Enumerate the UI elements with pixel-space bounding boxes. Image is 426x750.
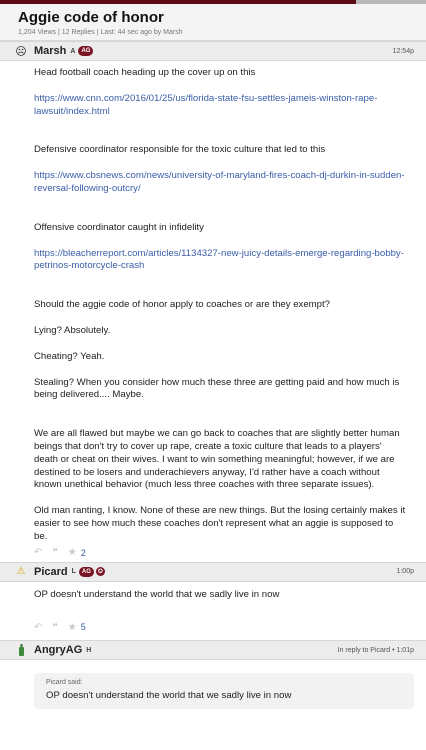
username[interactable]: Marsh xyxy=(34,45,67,57)
rank-badge: H xyxy=(86,646,92,654)
top-bar-tab xyxy=(356,0,426,4)
username[interactable]: Picard xyxy=(34,565,68,578)
quote-source: Picard said: xyxy=(46,679,83,687)
post-link[interactable]: https://www.cbsnews.com/news/university-of-maryland-fires-coach-dj-durkin-in-sudden-reversal-following-outcry/ xyxy=(34,170,405,194)
rank-badge: L xyxy=(71,568,76,576)
star-icon[interactable]: ★ xyxy=(67,621,77,633)
post-body xyxy=(0,582,426,602)
post-text: Stealing? When you consider how much these three are getting paid and how much is being delivered.... Maybe. xyxy=(34,376,400,401)
like-count[interactable]: 2 xyxy=(80,547,86,558)
quote-text: OP doesn't understand the world that we sadly live in now xyxy=(46,690,292,702)
post-time[interactable]: In reply to Picard • 1:01p xyxy=(337,646,414,654)
post-actions xyxy=(0,618,426,636)
post-header xyxy=(0,41,426,61)
ag-badge: AG xyxy=(79,567,94,577)
post-text: Old man ranting, I know. None of these are new things. But the losing certainly makes it easier to see how much these coaches don't represent what an aggie is supposed to be. xyxy=(34,505,406,542)
reply-icon[interactable]: ↶ xyxy=(34,621,43,633)
post-text: Offensive coordinator caught in infidelity xyxy=(34,221,204,233)
post-time: 12:54p xyxy=(392,47,414,55)
post-header xyxy=(0,640,426,660)
thread-title: Aggie code of honor xyxy=(18,9,164,26)
bottle-icon[interactable] xyxy=(14,643,28,657)
quote-icon[interactable]: ❝ xyxy=(52,547,58,559)
post-header xyxy=(0,562,426,582)
thread-meta: 1,204 Views | 12 Replies | Last: 44 sec ago by Marsh xyxy=(18,29,183,36)
post-marsh xyxy=(0,41,426,562)
reply-icon[interactable]: ↶ xyxy=(34,547,43,559)
post-text: Head football coach heading up the cover up on this xyxy=(34,67,256,78)
post-text: We are all flawed but maybe we can go back to coaches that are slightly better human beings that don't try to cover up rape, create a toxic culture that leads to a players' death or cheat on their wives. I want to win something meaningful; however, if we are destined to be losers and underachievers anyway, I'd rather have a coach without known unethical behavior (much less three coaches with three separate issues). xyxy=(34,428,400,491)
post-text: Lying? Absolutely. xyxy=(34,324,111,336)
post-time: 1:00p xyxy=(396,568,414,576)
username[interactable]: AngryAG xyxy=(34,644,83,657)
thread-header xyxy=(0,4,426,41)
rank-badge: A xyxy=(70,47,76,55)
post-picard xyxy=(0,562,426,637)
post-link[interactable]: https://www.cnn.com/2016/01/25/us/florida-state-fsu-settles-jameis-winston-rape-lawsuit/index.html xyxy=(34,92,378,117)
ag-badge: AG xyxy=(78,46,93,56)
top-bar xyxy=(0,0,426,4)
frown-face-icon[interactable]: ☹ xyxy=(15,45,27,58)
seal-icon: ✪ xyxy=(97,569,103,576)
post-actions xyxy=(0,544,426,562)
gap xyxy=(0,660,426,673)
post-body xyxy=(0,61,426,544)
warning-icon[interactable]: ⚠ xyxy=(16,566,26,578)
quote-box xyxy=(34,673,414,709)
post-text: OP doesn't understand the world that we sadly live in now xyxy=(34,588,280,600)
post-angryag xyxy=(0,640,426,709)
post-link[interactable]: https://bleacherreport.com/articles/1134327-new-juicy-details-emerge-regarding-bobby-petrinos-motorcycle-crash xyxy=(34,247,404,272)
post-text: Cheating? Yeah. xyxy=(34,350,105,362)
quote-icon[interactable]: ❝ xyxy=(52,621,58,633)
post-text: Should the aggie code of honor apply to coaches or are they exempt? xyxy=(34,299,331,311)
post-text: Defensive coordinator responsible for the toxic culture that led to this xyxy=(34,144,326,156)
star-icon[interactable]: ★ xyxy=(67,547,77,559)
like-count[interactable]: 5 xyxy=(80,622,86,633)
